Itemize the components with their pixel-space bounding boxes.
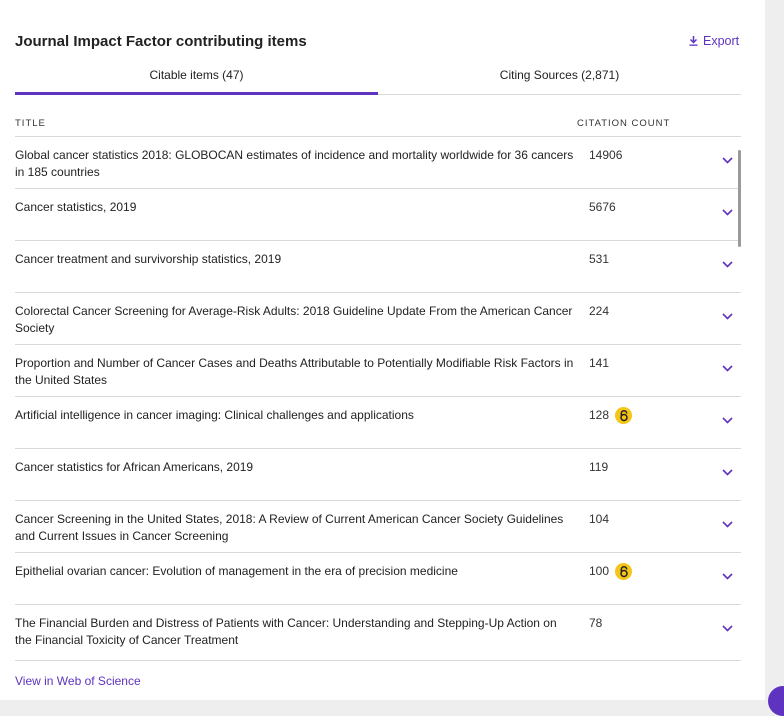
tab-citable-items[interactable]: Citable items (47) [15,64,378,95]
row-title[interactable]: Cancer statistics, 2019 [15,200,137,214]
row-citation-count [589,563,632,580]
export-label: Export [703,34,740,48]
open-access-icon [615,563,632,580]
row-title[interactable]: Artificial intelligence in cancer imaging: Clinical challenges and applications [15,408,414,422]
row-citation-count [589,199,616,216]
citation-count-value: 531 [589,252,610,266]
table-row[interactable] [15,240,741,292]
row-title[interactable]: Proportion and Number of Cancer Cases and Deaths Attributable to Potentially Modifiable Risk Factors in the United States [15,356,574,387]
row-title[interactable]: Cancer Screening in the United States, 2018: A Review of Current American Cancer Society Guidelines and Current Issues in Cancer Screening [15,512,564,543]
citation-count-value: 224 [589,304,610,318]
help-chat-button[interactable] [768,686,784,716]
chevron-down-icon[interactable] [722,157,733,164]
row-citation-count [589,511,609,528]
row-title[interactable]: Cancer statistics for African Americans, 2019 [15,460,254,474]
chevron-down-icon[interactable] [722,573,733,580]
chevron-down-icon[interactable] [722,417,733,424]
tab-citing-sources[interactable]: Citing Sources (2,871) [499,68,620,82]
table-row[interactable] [15,604,741,656]
citation-count-value: 128 [589,408,610,422]
chevron-down-icon[interactable] [722,261,733,268]
citation-count-value: 5676 [589,200,616,214]
table-row[interactable] [15,500,741,552]
items-table [15,136,741,656]
chevron-down-icon[interactable] [722,209,733,216]
row-citation-count [589,251,609,268]
table-row[interactable] [15,292,741,344]
chevron-down-icon[interactable] [722,313,733,320]
chevron-down-icon[interactable] [722,469,733,476]
row-title[interactable]: Global cancer statistics 2018: GLOBOCAN estimates of incidence and mortality worldwide for 36 cancers in 185 countries [15,148,574,179]
column-header-title: TITLE [15,118,46,129]
citation-count-value: 100 [589,564,610,578]
export-button[interactable] [689,34,739,48]
table-row[interactable] [15,448,741,500]
table-row[interactable] [15,344,741,396]
table-row[interactable] [15,552,741,604]
citation-count-value: 78 [589,616,603,630]
table-row[interactable] [15,396,741,448]
row-citation-count [589,355,609,372]
scrollbar-thumb[interactable] [738,150,741,247]
panel-title: Journal Impact Factor contributing items [15,33,307,50]
chevron-down-icon[interactable] [722,625,733,632]
row-title[interactable]: Colorectal Cancer Screening for Average-Risk Adults: 2018 Guideline Update From the American Cancer Society [15,304,573,335]
row-citation-count [589,147,622,164]
row-title[interactable]: Epithelial ovarian cancer: Evolution of management in the era of precision medicine [15,564,458,578]
chevron-down-icon[interactable] [722,365,733,372]
table-bottom-divider [15,660,741,661]
table-row[interactable] [15,136,741,188]
citation-count-value: 119 [589,460,609,474]
row-citation-count [589,407,632,424]
citation-count-value: 14906 [589,148,623,162]
row-citation-count [589,459,608,476]
row-citation-count [589,303,609,320]
view-in-web-of-science-link[interactable]: View in Web of Science [15,674,141,688]
download-icon [689,36,698,46]
open-access-icon [615,407,632,424]
tab-bar [15,64,741,95]
table-row[interactable] [15,188,741,240]
citation-count-value: 141 [589,356,610,370]
row-title[interactable]: The Financial Burden and Distress of Patients with Cancer: Understanding and Stepping-Up Action on the Financial Toxicity of Cancer Treatment [15,616,557,647]
citation-count-value: 104 [589,512,610,526]
column-header-citation-count[interactable]: CITATION COUNT [577,118,671,129]
table-header [15,116,741,136]
chevron-down-icon[interactable] [722,521,733,528]
row-title[interactable]: Cancer treatment and survivorship statistics, 2019 [15,252,282,266]
row-citation-count [589,615,602,632]
